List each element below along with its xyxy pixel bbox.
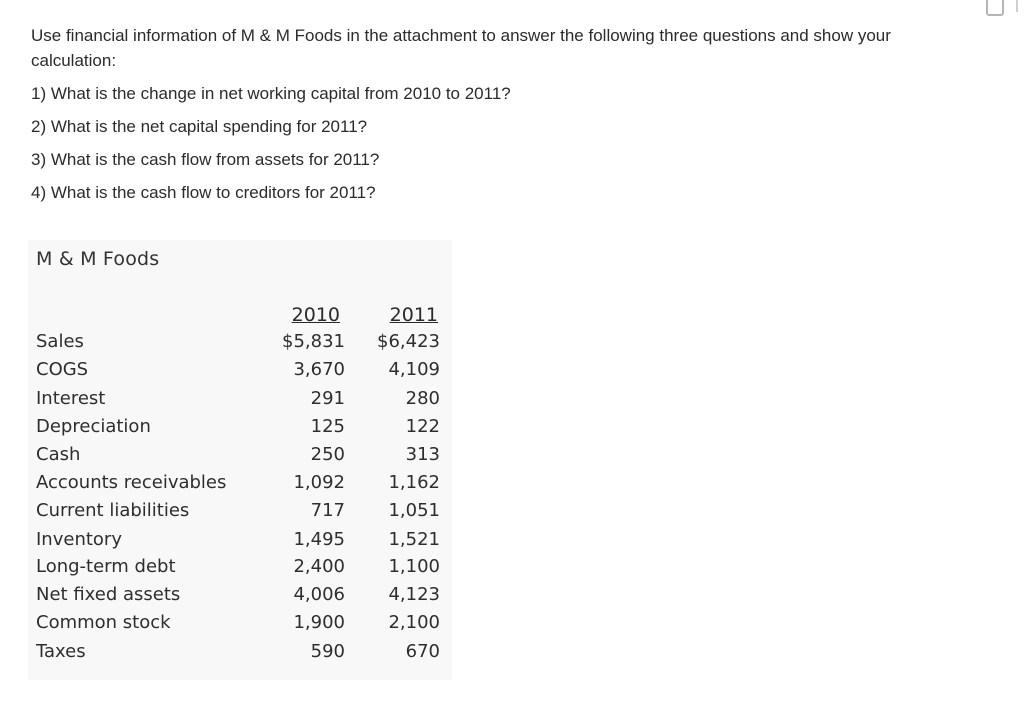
scrollbar-edge — [1016, 0, 1018, 12]
value-2010: $5,831 — [282, 331, 345, 352]
question-4: 4) What is the cash flow to creditors for 2011? — [31, 183, 376, 202]
value-2010: 3,670 — [293, 359, 345, 380]
value-2010: 4,006 — [293, 584, 345, 605]
row-label: Current liabilities — [36, 500, 190, 521]
table-row — [28, 641, 452, 667]
table-row — [28, 331, 452, 357]
value-2011: 4,109 — [388, 359, 440, 380]
value-2011: 4,123 — [388, 584, 440, 605]
financial-table-image — [28, 240, 452, 680]
table-row — [28, 612, 452, 638]
table-row — [28, 359, 452, 385]
row-label: Long-term debt — [36, 556, 176, 577]
value-2011: 313 — [405, 444, 440, 465]
value-2010: 2,400 — [293, 556, 345, 577]
question-2: 2) What is the net capital spending for 2011? — [31, 117, 368, 136]
table-row — [28, 500, 452, 526]
row-label: Taxes — [36, 641, 86, 662]
header-2010: 2010 — [291, 304, 340, 326]
value-2010: 1,092 — [293, 472, 345, 493]
question-3: 3) What is the cash flow from assets for 2011? — [31, 150, 380, 169]
value-2010: 1,495 — [293, 529, 345, 550]
row-label: Cash — [36, 444, 81, 465]
value-2010: 250 — [310, 444, 345, 465]
table-row — [28, 556, 452, 582]
table-row — [28, 472, 452, 498]
row-label: Common stock — [36, 612, 171, 633]
value-2011: 1,100 — [388, 556, 440, 577]
value-2011: 1,521 — [388, 529, 440, 550]
value-2010: 717 — [310, 500, 345, 521]
row-label: Depreciation — [36, 416, 151, 437]
value-2011: 280 — [405, 388, 440, 409]
row-label: Accounts receivables — [36, 472, 227, 493]
table-row — [28, 388, 452, 414]
row-label: Net fixed assets — [36, 584, 181, 605]
value-2011: 1,162 — [388, 472, 440, 493]
value-2011: 1,051 — [388, 500, 440, 521]
value-2010: 590 — [310, 641, 345, 662]
row-label: Inventory — [36, 529, 122, 550]
table-row — [28, 444, 452, 470]
header-2011: 2011 — [389, 304, 438, 326]
value-2010: 1,900 — [293, 612, 345, 633]
value-2010: 291 — [310, 388, 345, 409]
value-2010: 125 — [310, 416, 345, 437]
company-name: M & M Foods — [36, 248, 160, 270]
table-row — [28, 416, 452, 442]
table-row — [28, 584, 452, 610]
value-2011: 2,100 — [388, 612, 440, 633]
value-2011: $6,423 — [377, 331, 440, 352]
row-label: Interest — [36, 388, 106, 409]
table-row — [28, 529, 452, 555]
question-1: 1) What is the change in net working capital from 2010 to 2011? — [31, 84, 511, 103]
question-intro: Use financial information of M & M Foods in the attachment to answer the following three questions and show your calculation: — [31, 26, 891, 70]
value-2011: 122 — [405, 416, 440, 437]
row-label: COGS — [36, 359, 89, 380]
collapse-toggle-icon[interactable] — [986, 0, 1004, 16]
row-label: Sales — [36, 331, 84, 352]
value-2011: 670 — [405, 641, 440, 662]
